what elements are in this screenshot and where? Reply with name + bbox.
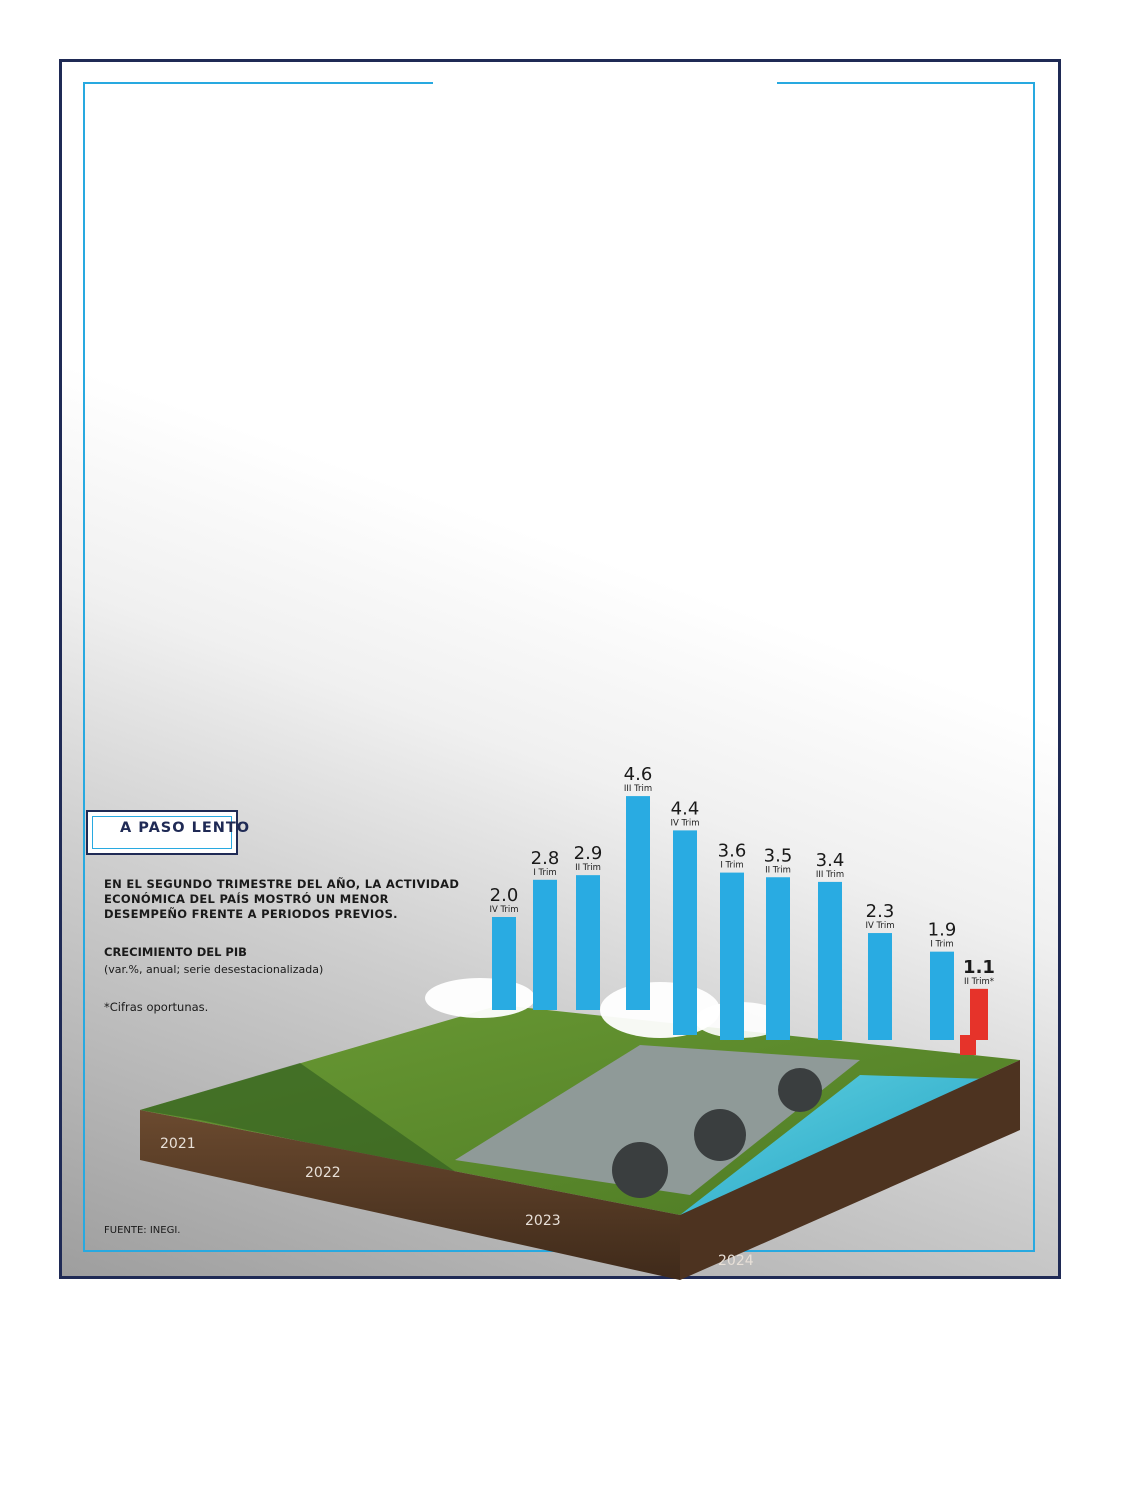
bar-0 bbox=[492, 917, 516, 1010]
bar-category-label-0: IV Trim bbox=[489, 905, 519, 915]
bar-value-label-0: 2.0 bbox=[489, 885, 519, 906]
bar-category-label-10: II Trim* bbox=[963, 976, 995, 987]
chart-title: A PASO LENTO bbox=[120, 820, 251, 836]
tank-3 bbox=[778, 1068, 822, 1112]
bar-value-label-4: 4.4 bbox=[670, 798, 700, 820]
year-label-2023: 2023 bbox=[525, 1213, 561, 1229]
bar-value-label-9: 1.9 bbox=[927, 919, 957, 941]
bar-value-label-8: 2.3 bbox=[865, 901, 895, 923]
bar-value-label-1: 2.8 bbox=[530, 847, 560, 869]
tank-2 bbox=[612, 1142, 668, 1198]
bar-category-label-4: IV Trim bbox=[670, 818, 700, 829]
year-label-2024: 2024 bbox=[718, 1253, 754, 1269]
bar-category-label-6: II Trim bbox=[765, 865, 791, 876]
tank-1 bbox=[694, 1109, 746, 1161]
bar-category-label-3: III Trim bbox=[623, 784, 653, 795]
bar-category-label-9: I Trim bbox=[930, 939, 954, 950]
source-note: FUENTE: INEGI. bbox=[104, 1225, 181, 1236]
year-label-2022: 2022 bbox=[305, 1165, 341, 1181]
bars-group bbox=[489, 764, 995, 1040]
bar-2 bbox=[576, 875, 600, 1010]
bar-category-label-7: III Trim bbox=[815, 869, 845, 880]
bar-6 bbox=[766, 877, 790, 1040]
metric-title: CRECIMIENTO DEL PIB bbox=[104, 945, 247, 959]
bar-category-label-8: IV Trim bbox=[865, 921, 895, 932]
bar-10 bbox=[970, 989, 988, 1040]
bar-5 bbox=[720, 873, 744, 1040]
year-label-2021: 2021 bbox=[160, 1136, 196, 1152]
bar-9 bbox=[930, 952, 954, 1040]
bar-category-label-1: I Trim bbox=[533, 867, 557, 878]
metric-unit: (var.%, anual; serie desestacionalizada) bbox=[104, 963, 324, 976]
footnote: *Cifras oportunas. bbox=[104, 1000, 209, 1014]
bar-value-label-10: 1.1 bbox=[963, 956, 995, 978]
bar-value-label-2: 2.9 bbox=[573, 843, 603, 865]
bar-category-label-5: I Trim bbox=[720, 860, 744, 871]
bar-8 bbox=[868, 933, 892, 1040]
bar-value-label-6: 3.5 bbox=[763, 845, 793, 867]
bar-value-label-5: 3.6 bbox=[717, 840, 747, 862]
bar-category-label-2: II Trim bbox=[575, 863, 601, 874]
bar-value-label-3: 4.6 bbox=[623, 764, 653, 786]
bar-3 bbox=[626, 796, 650, 1010]
cloud-1 bbox=[425, 978, 535, 1018]
bar-1 bbox=[533, 880, 557, 1010]
bar-value-label-7: 3.4 bbox=[815, 849, 845, 871]
bar-7 bbox=[818, 882, 842, 1040]
chart-subtitle: EN EL SEGUNDO TRIMESTRE DEL AÑO, LA ACTIVIDAD ECONÓMICA DEL PAÍS MOSTRÓ UN MENOR DESEMPEÑO FRENTE A PERIODOS PREVIOS. bbox=[104, 877, 460, 921]
bar-4 bbox=[673, 830, 697, 1035]
